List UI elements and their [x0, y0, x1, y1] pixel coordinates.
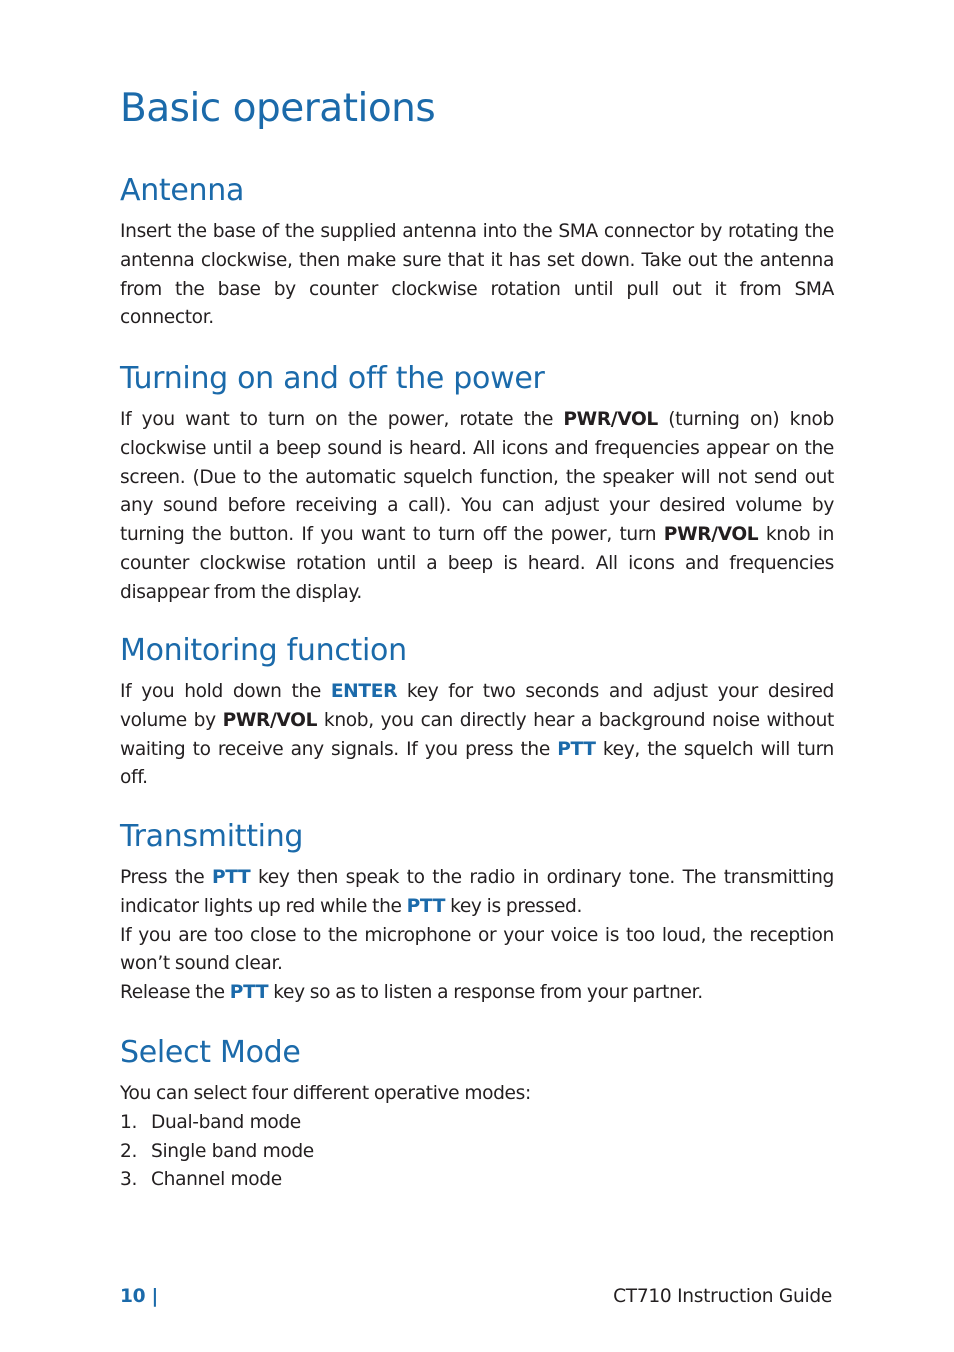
section-select-mode — [120, 1034, 834, 1195]
keyword-pwr-vol: PWR/VOL — [222, 709, 318, 731]
transmitting-text-4: Release the — [120, 982, 230, 1004]
section-monitoring — [120, 632, 834, 793]
keyword-ptt: PTT — [229, 982, 269, 1004]
list-item-label: Single band mode — [151, 1140, 314, 1162]
list-item-label: Dual-band mode — [151, 1111, 301, 1133]
transmitting-paragraph-3 — [120, 979, 834, 1008]
monitoring-text-3: knob, you can directly hear a background noise without waiting to receive any signals. If you press the — [120, 709, 834, 760]
power-text-1: If you want to turn on the power, rotate the — [120, 409, 564, 430]
list-item — [120, 1138, 834, 1167]
section-heading-select-mode: Select Mode — [120, 1035, 301, 1070]
guide-title: CT710 Instruction Guide — [613, 1286, 832, 1307]
section-antenna — [120, 172, 834, 333]
section-heading-transmitting: Transmitting — [120, 819, 304, 854]
list-item-number: 2. — [120, 1140, 138, 1162]
section-transmitting — [120, 818, 834, 1008]
select-mode-intro: You can select four different operative modes: — [120, 1083, 531, 1104]
keyword-pwr-vol: PWR/VOL — [563, 409, 658, 430]
keyword-ptt: PTT — [211, 867, 251, 888]
monitoring-text-4: key, the squelch will turn off. — [120, 738, 834, 789]
transmitting-text-5: key so as to listen a response from your partner. — [268, 982, 703, 1004]
list-item-number: 1. — [120, 1111, 138, 1133]
transmitting-paragraph-2: If you are too close to the microphone or your voice is too loud, the reception won’t sound clear. — [120, 924, 834, 975]
transmitting-text-2: key then speak to the radio in ordinary tone. The transmitting indicator lights up red while the — [120, 867, 834, 917]
list-item-label: Channel mode — [151, 1169, 282, 1191]
keyword-pwr-vol: PWR/VOL — [663, 524, 759, 546]
section-heading-monitoring: Monitoring function — [120, 633, 407, 668]
power-text-3: knob in counter clockwise rotation until a beep is heard. All icons and frequencies disappear from the display. — [120, 524, 835, 603]
transmitting-paragraph-1 — [120, 864, 834, 922]
page-number: 10 | — [120, 1286, 158, 1307]
list-item — [120, 1109, 834, 1138]
keyword-ptt: PTT — [406, 895, 446, 917]
section-heading-antenna: Antenna — [120, 173, 245, 208]
transmitting-text-1: Press the — [120, 867, 212, 888]
transmitting-text-3: key is pressed. — [445, 895, 583, 917]
power-paragraph — [120, 406, 834, 608]
power-text-2: (turning on) knob clockwise until a beep sound is heard. All icons and frequencies appear on the screen. (Due to the automatic squelch function, the speaker will not send out any sound before receiving a call). You can adjust your desired volume by turning the button. If you want to turn off the power, turn — [120, 409, 835, 546]
monitoring-paragraph — [120, 678, 834, 793]
list-item — [120, 1166, 834, 1195]
mode-list — [120, 1109, 834, 1195]
monitoring-text-2: key for two seconds and adjust your desired volume by — [120, 681, 834, 731]
section-power — [120, 360, 834, 608]
page-title: Basic operations — [120, 86, 436, 131]
keyword-ptt: PTT — [557, 738, 596, 760]
antenna-paragraph: Insert the base of the supplied antenna into the SMA connector by rotating the antenna clockwise, then make sure that it has set down. Take out the antenna from the base by counter clockwise rotation until pull out it from SMA connector. — [120, 221, 834, 329]
keyword-enter: ENTER — [330, 681, 398, 702]
monitoring-text-1: If you hold down the — [120, 681, 331, 702]
section-heading-power: Turning on and off the power — [120, 361, 545, 396]
list-item-number: 3. — [120, 1169, 138, 1191]
